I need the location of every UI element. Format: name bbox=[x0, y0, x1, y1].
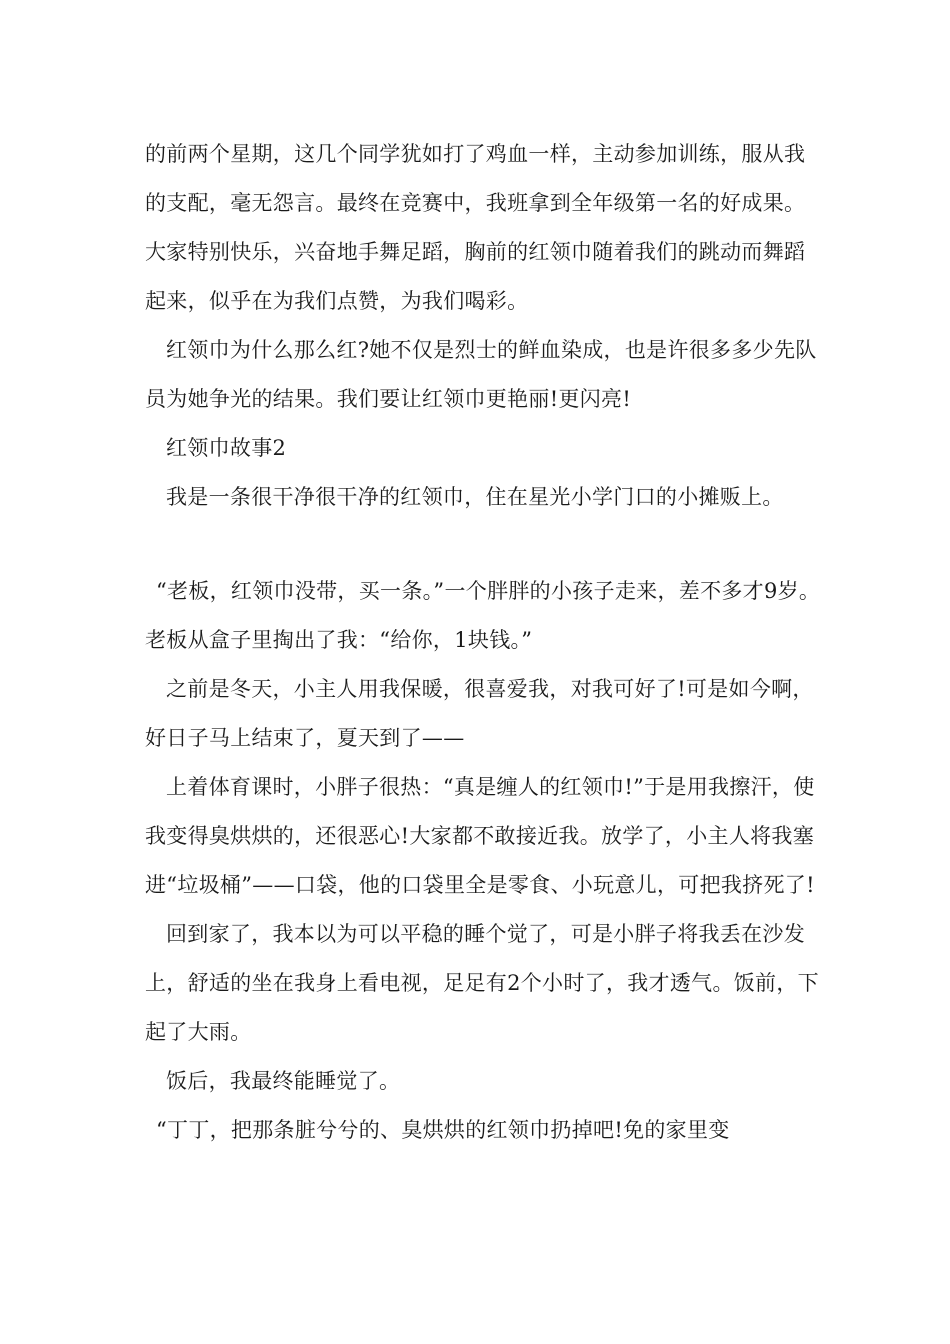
paragraph-2: 红领巾为什么那么红?她不仅是烈士的鲜血染成，也是许很多多少先队员为她争光的结果。我们要让红领巾更艳丽!更闪亮! bbox=[145, 338, 817, 411]
paragraph-6: 之前是冬天，小主人用我保暖，很喜爱我，对我可好了!可是如今啊，好日子马上结束了，夏天到了—— bbox=[145, 677, 814, 750]
paragraph-4: 我是一条很干净很干净的红领巾，住在星光小学门口的小摊贩上。 bbox=[166, 485, 784, 509]
blank-line bbox=[145, 522, 825, 567]
section-heading: 红领巾故事2 bbox=[166, 436, 287, 460]
paragraph-1: 的前两个星期，这几个同学犹如打了鸡血一样，主动参加训练，服从我的支配，毫无怨言。最终在竞赛中，我班拿到全年级第一名的好成果。大家特别快乐，兴奋地手舞足蹈，胸前的红领巾随着我们的跳动而舞蹈起来，似乎在为我们点赞，为我们喝彩。 bbox=[145, 142, 806, 313]
paragraph-10: “丁丁，把那条脏兮兮的、臭烘烘的红领巾扔掉吧!免的家里变 bbox=[156, 1118, 730, 1142]
paragraph-5: “老板，红领巾没带，买一条。”一个胖胖的小孩子走来，差不多才9岁。老板从盒子里掏出了我：“给你，1块钱。” bbox=[145, 579, 821, 652]
paragraph-7: 上着体育课时，小胖子很热：“真是缠人的红领巾!”于是用我擦汗，使我变得臭烘烘的，还很恶心!大家都不敢接近我。放学了，小主人将我塞进“垃圾桶”——口袋，他的口袋里全是零食、小玩意儿，可把我挤死了! bbox=[145, 775, 815, 897]
document-body bbox=[145, 130, 825, 1155]
paragraph-9: 饭后，我最终能睡觉了。 bbox=[166, 1069, 401, 1093]
paragraph-8: 回到家了，我本以为可以平稳的睡个觉了，可是小胖子将我丢在沙发上，舒适的坐在我身上看电视，足足有2个小时了，我才透气。饭前，下起了大雨。 bbox=[145, 922, 819, 1044]
